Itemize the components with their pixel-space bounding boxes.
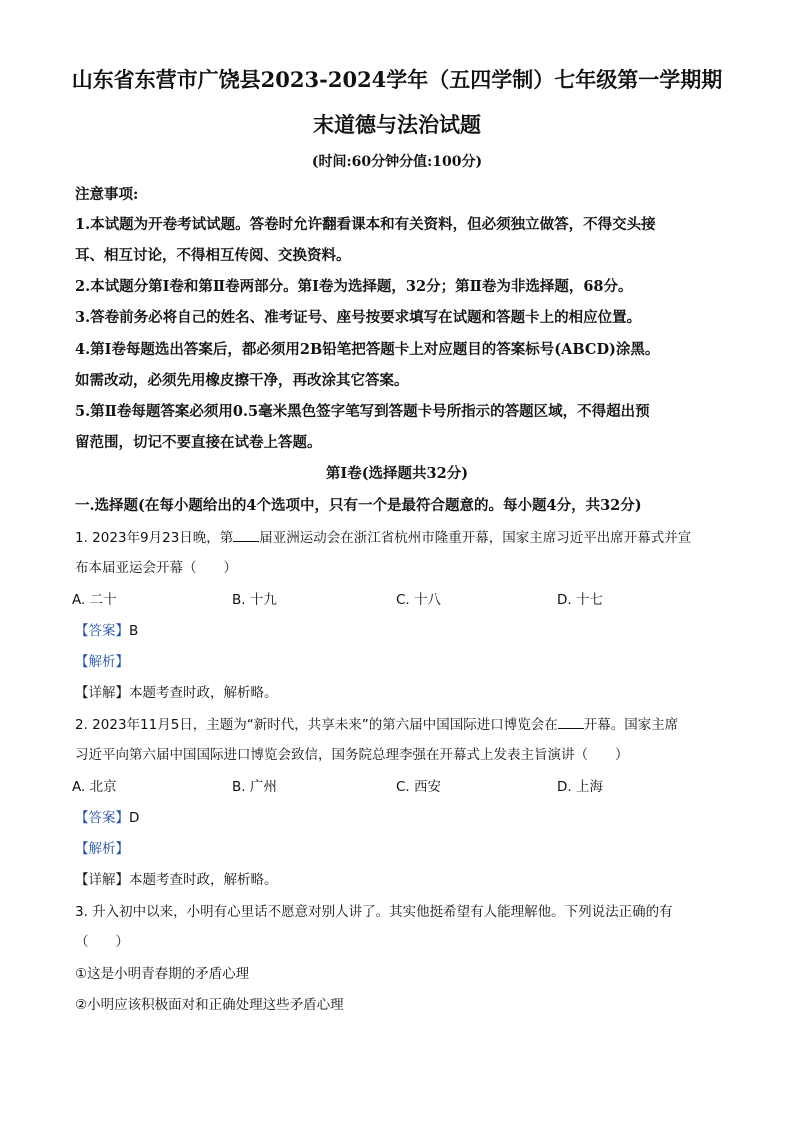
q1-option-c: C. 十八 xyxy=(396,592,442,608)
question-2-stem-line-2: 习近平向第六届中国国际进口博览会致信，国务院总理李强在开幕式上发表主旨演讲（ ） xyxy=(75,747,629,763)
answer-blank xyxy=(558,716,584,729)
detail-label: 【详解】 xyxy=(75,872,129,888)
detail-text: 本题考查时政，解析略。 xyxy=(129,872,278,888)
answer-value: D xyxy=(129,810,140,826)
note-line: 耳、相互讨论，不得相互传阅、交换资料。 xyxy=(75,247,351,264)
note-line: 5.第Ⅱ卷每题答案必须用0.5毫米黑色签字笔写到答题卡号所指示的答题区域，不得超出预 xyxy=(75,403,650,420)
q3-item: ①这是小明青春期的矛盾心理 xyxy=(75,966,250,982)
q1-option-a: A. 二十 xyxy=(72,592,117,608)
answer-blank xyxy=(233,529,259,542)
note-line: 1.本试题为开卷考试试题。答卷时允许翻看课本和有关资料，但必须独立做答，不得交头接 xyxy=(75,216,656,233)
note-line: 如需改动，必须先用橡皮擦干净，再改涂其它答案。 xyxy=(75,372,409,389)
q2-answer xyxy=(75,806,139,826)
question-1-stem: 1. 2023年9月23日晚，第 届亚洲运动会在浙江省杭州市隆重开幕，国家主席习近平出席开幕式并宣 xyxy=(75,530,692,546)
answer-value: B xyxy=(129,623,139,639)
question-3-stem: 3. 升入初中以来，小明有心里话不愿意对别人讲了。其实他挺希望有人能理解他。下列说法正确的有 xyxy=(75,904,673,920)
note-line: 2.本试题分第Ⅰ卷和第Ⅱ卷两部分。第Ⅰ卷为选择题，32分；第Ⅱ卷为非选择题，68分。 xyxy=(75,278,633,295)
q2-option-b: B. 广州 xyxy=(232,779,277,795)
q1-option-d: D. 十七 xyxy=(557,592,603,608)
note-line: 留范围，切记不要直接在试卷上答题。 xyxy=(75,434,322,451)
section-instruction: 一.选择题(在每小题给出的4个选项中，只有一个是最符合题意的。每小题4分，共32分) xyxy=(75,497,642,514)
section-title: 第Ⅰ卷(选择题共32分) xyxy=(325,465,469,482)
exam-title-line-1: 山东省东营市广饶县2023-2024学年（五四学制）七年级第一学期期 xyxy=(71,67,723,92)
q1-option-b: B. 十九 xyxy=(232,592,277,608)
q2-option-a: A. 北京 xyxy=(72,779,117,795)
detail-text: 本题考查时政，解析略。 xyxy=(129,685,278,701)
exam-title-line-2: 末道德与法治试题 xyxy=(313,112,481,137)
q2-option-d: D. 上海 xyxy=(557,779,603,795)
question-2-stem: 2. 2023年11月5日，主题为“新时代，共享未来”的第六届中国国际进口博览会在 开幕。国家主席 xyxy=(75,717,679,733)
question-3-stem-line-2: （ ） xyxy=(75,934,129,950)
detail-label: 【详解】 xyxy=(75,685,129,701)
note-line: 3.答卷前务必将自己的姓名、准考证号、座号按要求填写在试题和答题卡上的相应位置。 xyxy=(75,309,642,326)
exam-subtitle: (时间:60分钟分值:100分) xyxy=(311,154,483,170)
note-line: 4.第Ⅰ卷每题选出答案后，都必须用2B铅笔把答题卡上对应题目的答案标号(ABCD)涂黑。 xyxy=(75,341,660,358)
q2-detail xyxy=(75,868,278,888)
q2-option-c: C. 西安 xyxy=(396,779,442,795)
q1-analysis-label: 【解析】 xyxy=(75,654,129,670)
answer-label: 【答案】 xyxy=(75,810,129,826)
answer-label: 【答案】 xyxy=(75,623,129,639)
question-1-stem-line-2: 布本届亚运会开幕（ ） xyxy=(75,560,237,576)
q1-detail xyxy=(75,681,278,701)
q3-item: ②小明应该积极面对和正确处理这些矛盾心理 xyxy=(75,997,344,1013)
q1-answer xyxy=(75,619,138,639)
q2-analysis-label: 【解析】 xyxy=(75,841,129,857)
notes-heading: 注意事项: xyxy=(75,186,139,203)
